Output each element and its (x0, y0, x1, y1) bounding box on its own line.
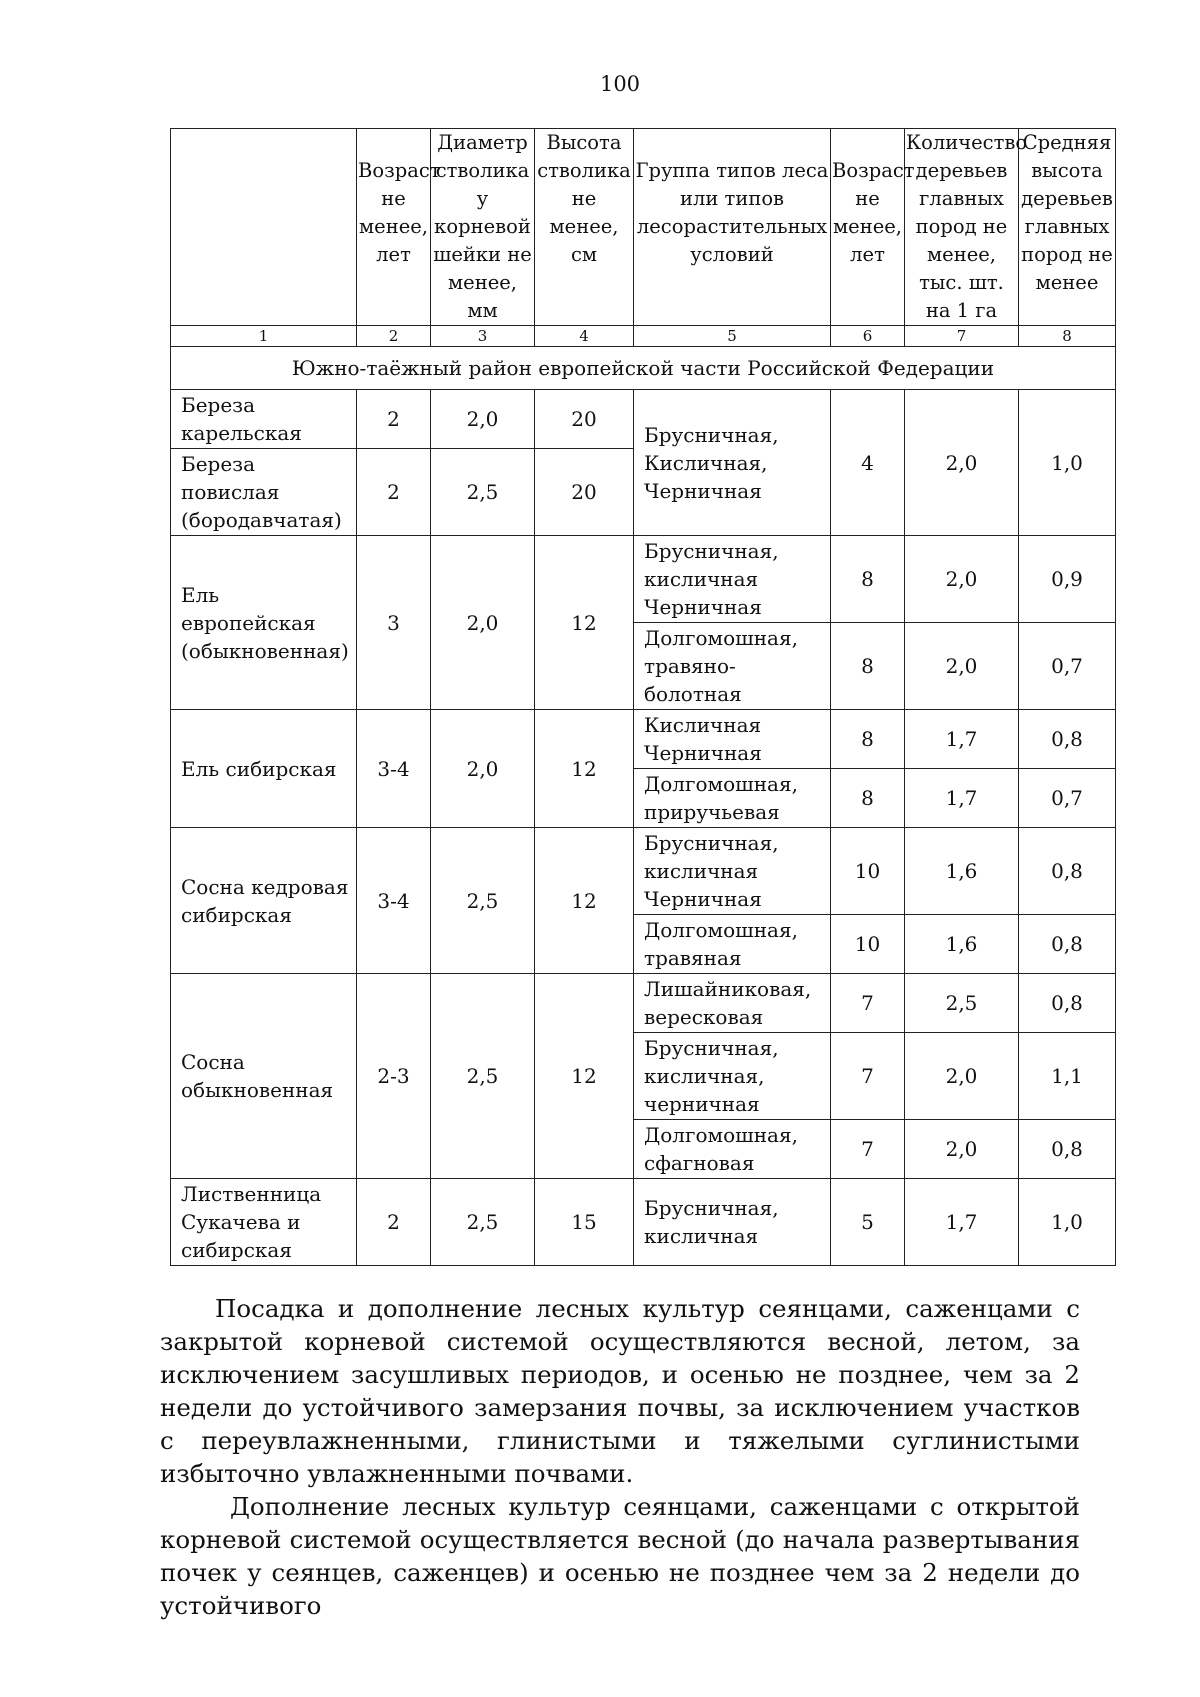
paragraph: Посадка и дополнение лесных культур сеянцами, саженцами с закрытой корневой системой осуществляются весной, летом, за исключением засушливых периодов, и осенью не позднее, чем за 2 недели до устойчивого замерзания почвы, за исключением участков с переувлажненными, глинистыми и тяжелыми суглинистыми избыточно увлажненными почвами. (160, 1294, 1080, 1488)
forest-type-cell: Брусничная, кисличная, черничная (634, 1033, 831, 1120)
body-text (160, 1292, 1080, 1622)
species-cell: Береза повислая (бородавчатая) (171, 449, 357, 536)
diameter-cell: 2,5 (431, 449, 535, 536)
column-number: 5 (634, 326, 831, 347)
age-cell: 3-4 (357, 828, 431, 974)
tree-count-cell: 2,0 (905, 1120, 1019, 1179)
species-cell: Береза карельская (171, 390, 357, 449)
forest-type-cell: Долгомошная, сфагновая (634, 1120, 831, 1179)
height-cell: 15 (535, 1179, 634, 1266)
table-row (171, 710, 1116, 769)
species-cell: Лиственница Сукачева и сибирская (171, 1179, 357, 1266)
avg-height-cell: 0,8 (1019, 710, 1116, 769)
age-2-cell: 8 (831, 710, 905, 769)
species-cell: Ель европейская (обыкновенная) (171, 536, 357, 710)
avg-height-cell: 0,9 (1019, 536, 1116, 623)
tree-count-cell: 2,0 (905, 623, 1019, 710)
tree-count-cell: 2,0 (905, 390, 1019, 536)
region-row (171, 347, 1116, 390)
header-cell-age: Возраст не менее, лет (357, 129, 431, 326)
column-number: 2 (357, 326, 431, 347)
height-cell: 20 (535, 390, 634, 449)
age-cell: 2 (357, 449, 431, 536)
forest-type-cell: Брусничная, Кисличная, Черничная (634, 390, 831, 536)
avg-height-cell: 1,0 (1019, 1179, 1116, 1266)
height-cell: 20 (535, 449, 634, 536)
avg-height-cell: 0,7 (1019, 769, 1116, 828)
planting-norms-table (170, 128, 1116, 1266)
forest-type-cell: Брусничная, кисличная Черничная (634, 828, 831, 915)
header-cell-species (171, 129, 357, 326)
tree-count-cell: 1,6 (905, 915, 1019, 974)
height-cell: 12 (535, 536, 634, 710)
tree-count-cell: 2,0 (905, 536, 1019, 623)
forest-type-cell: Брусничная, кисличная Черничная (634, 536, 831, 623)
header-cell-height: Высота стволика не менее, см (535, 129, 634, 326)
forest-type-cell: Долгомошная, травяная (634, 915, 831, 974)
forest-type-cell: Брусничная, кисличная (634, 1179, 831, 1266)
forest-type-cell: Кисличная Черничная (634, 710, 831, 769)
tree-count-cell: 2,0 (905, 1033, 1019, 1120)
column-number: 8 (1019, 326, 1116, 347)
avg-height-cell: 0,8 (1019, 1120, 1116, 1179)
avg-height-cell: 0,8 (1019, 974, 1116, 1033)
age-2-cell: 5 (831, 1179, 905, 1266)
region-title: Южно-таёжный район европейской части Российской Федерации (171, 347, 1116, 390)
column-number: 7 (905, 326, 1019, 347)
height-cell: 12 (535, 828, 634, 974)
diameter-cell: 2,0 (431, 390, 535, 449)
tree-count-cell: 2,5 (905, 974, 1019, 1033)
tree-count-cell: 1,7 (905, 769, 1019, 828)
age-2-cell: 8 (831, 769, 905, 828)
age-2-cell: 8 (831, 536, 905, 623)
diameter-cell: 2,0 (431, 710, 535, 828)
age-2-cell: 4 (831, 390, 905, 536)
avg-height-cell: 0,8 (1019, 828, 1116, 915)
forest-type-cell: Долгомошная, травяно-болотная (634, 623, 831, 710)
page-number: 100 (599, 72, 641, 96)
header-cell-forest-type: Группа типов леса или типов лесорастительных условий (634, 129, 831, 326)
column-number: 1 (171, 326, 357, 347)
tree-count-cell: 1,6 (905, 828, 1019, 915)
height-cell: 12 (535, 974, 634, 1179)
diameter-cell: 2,5 (431, 1179, 535, 1266)
header-cell-avg-height: Средняя высота деревьев главных пород не менее (1019, 129, 1116, 326)
age-2-cell: 7 (831, 1033, 905, 1120)
column-number: 3 (431, 326, 535, 347)
column-number: 4 (535, 326, 634, 347)
table-row (171, 536, 1116, 623)
age-cell: 2 (357, 1179, 431, 1266)
paragraph: Дополнение лесных культур сеянцами, саженцами с открытой корневой системой осуществляется весной (до начала развертывания почек у сеянцев, саженцев) и осенью не позднее чем за 2 недели до устойчивого (160, 1492, 1080, 1620)
age-2-cell: 7 (831, 1120, 905, 1179)
species-cell: Сосна кедровая сибирская (171, 828, 357, 974)
column-number-row (171, 326, 1116, 347)
table-row (171, 1179, 1116, 1266)
age-cell: 2-3 (357, 974, 431, 1179)
diameter-cell: 2,0 (431, 536, 535, 710)
tree-count-cell: 1,7 (905, 1179, 1019, 1266)
age-2-cell: 10 (831, 915, 905, 974)
table-header-row (171, 129, 1116, 326)
tree-count-cell: 1,7 (905, 710, 1019, 769)
table-row (171, 390, 1116, 449)
forest-type-cell: Долгомошная, приручьевая (634, 769, 831, 828)
age-2-cell: 10 (831, 828, 905, 915)
avg-height-cell: 1,1 (1019, 1033, 1116, 1120)
age-cell: 3-4 (357, 710, 431, 828)
diameter-cell: 2,5 (431, 974, 535, 1179)
table-row (171, 974, 1116, 1033)
age-2-cell: 7 (831, 974, 905, 1033)
column-number: 6 (831, 326, 905, 347)
avg-height-cell: 0,8 (1019, 915, 1116, 974)
table-row (171, 828, 1116, 915)
diameter-cell: 2,5 (431, 828, 535, 974)
header-cell-tree-count: Количество деревьев главных пород не менее, тыс. шт. на 1 га (905, 129, 1019, 326)
age-cell: 2 (357, 390, 431, 449)
avg-height-cell: 0,7 (1019, 623, 1116, 710)
species-cell: Ель сибирская (171, 710, 357, 828)
age-cell: 3 (357, 536, 431, 710)
header-cell-age-2: Возраст не менее, лет (831, 129, 905, 326)
forest-type-cell: Лишайниковая, вересковая (634, 974, 831, 1033)
height-cell: 12 (535, 710, 634, 828)
species-cell: Сосна обыкновенная (171, 974, 357, 1179)
header-cell-diameter: Диаметр стволика у корневой шейки не менее, мм (431, 129, 535, 326)
avg-height-cell: 1,0 (1019, 390, 1116, 536)
age-2-cell: 8 (831, 623, 905, 710)
